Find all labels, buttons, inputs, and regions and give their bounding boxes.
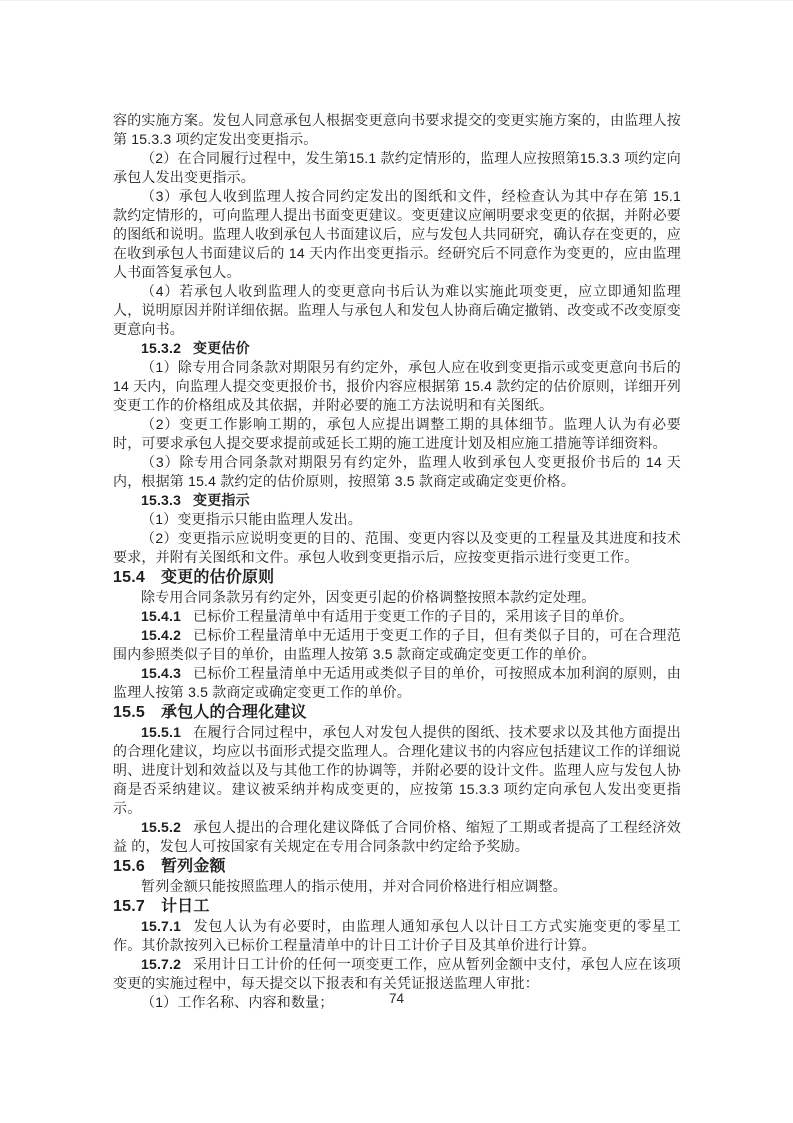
- clause-text: 已标价工程量清单中有适用于变更工作的子目的，采用该子目的单价。: [193, 608, 634, 624]
- page-number: 74: [388, 991, 405, 1006]
- clause-text: 承包人提出的合理化建议降低了合同价格、缩短了工期或者提高了工程经济效益 的，发包人可按国家有关规定在专用合同条款中约定给予奖励。: [113, 819, 681, 854]
- paragraph: [113, 607, 681, 626]
- paragraph: （3）除专用合同条款对期限另有约定外，监理人收到承包人变更报价书后的 14 天内，根据第 15.4 款约定的估价原则，按照第 3.5 款商定或确定变更价格。: [113, 454, 681, 489]
- paragraph: （2）变更工作影响工期的，承包人应提出调整工期的具体细节。监理人认为有必要时，可要求承包人提交要求提前或延长工期的施工进度计划及相应施工措施等详细资料。: [113, 416, 681, 451]
- paragraph: （3）承包人收到监理人按合同约定发出的图纸和文件，经检查认为其中存在第 15.1 款约定情形的，可向监理人提出书面变更建议。变更建议应阐明要求变更的依据，并附必要的图纸和说明。监理人收到承包人书面建议后，应与发包人共同研究，确认存在变更的，应在收到承包人书面建议后的 14 天内作出变更指示。经研究后不同意作为变更的，应由监理人书面答复承包人。: [113, 188, 681, 280]
- clause-text: 已标价工程量清单中无适用于变更工作的子目，但有类似子目的，可在合理范围内参照类似子目的单价，由监理人按第 3.5 款商定或确定变更工作的单价。: [113, 627, 681, 662]
- paragraph: （2）变更指示应说明变更的目的、范围、变更内容以及变更的工程量及其进度和技术要求，并附有关图纸和文件。承包人收到变更指示后，应按变更指示进行变更工作。: [113, 530, 681, 565]
- paragraph: （1）变更指示只能由监理人发出。: [141, 511, 362, 527]
- clause-number: 15.5.1: [141, 724, 182, 740]
- paragraph: [113, 818, 681, 856]
- clause-number: 15.5: [113, 704, 145, 721]
- clause-text: 发包人认为有必要时，由监理人通知承包人以计日工方式实施变更的零星工作。其价款按列入已标价工程量清单中的计日工计价子目及其单价进行计算。: [113, 918, 681, 953]
- clause-text: 承包人的合理化建议: [160, 704, 307, 721]
- document-body: [113, 111, 681, 1012]
- clause-number: 15.3.3: [141, 492, 182, 508]
- item-heading: [113, 339, 681, 358]
- paragraph: 除专用合同条款另有约定外，因变更引起的价格调整按照本款约定处理。: [141, 589, 596, 605]
- clause-number: 15.7.2: [141, 956, 182, 972]
- clause-text: 变更指示: [193, 492, 250, 508]
- clause-text: 变更的估价原则: [160, 569, 275, 586]
- clause-text: 采用计日工计价的任何一项变更工作，应从暂列金额中支付，承包人应在该项变更的实施过程中，每天提交以下报表和有关凭证报送监理人审批：: [113, 956, 681, 991]
- clause-number: 15.4.1: [141, 608, 182, 624]
- section-heading: [113, 896, 681, 917]
- section-heading: [113, 856, 681, 877]
- clause-number: 15.6: [113, 858, 145, 875]
- paragraph: [113, 664, 681, 702]
- clause-text: 已标价工程量清单中无适用或类似子目的单价，可按照成本加利润的原则，由监理人按第 3.5 款商定或确定变更工作的单价。: [113, 665, 681, 700]
- clause-number: 15.7: [113, 898, 145, 915]
- clause-text: 在履行合同过程中，承包人对发包人提供的图纸、技术要求以及其他方面提出的合理化建议，均应以书面形式提交监理人。合理化建议书的内容应包括建议工作的详细说明、进度计划和效益以及与其他工作的协调等，并附必要的设计文件。监理人应与发包人协商是否采纳建议。建议被采纳并构成变更的，应按第 15.3.3 项约定向承包人发出变更指示。: [113, 724, 681, 816]
- paragraph: （1）工作名称、内容和数量；: [141, 994, 334, 1010]
- paragraph: （1）除专用合同条款对期限另有约定外，承包人应在收到变更指示或变更意向书后的 14 天内，向监理人提交变更报价书，报价内容应根据第 15.4 款约定的估价原则，详细开列变更工作的价格组成及其依据，并附必要的施工方法说明和有关图纸。: [113, 359, 681, 413]
- section-heading: [113, 567, 681, 588]
- clause-number: 15.7.1: [141, 918, 182, 934]
- paragraph: （4）若承包人收到监理人的变更意向书后认为难以实施此项变更，应立即通知监理人，说明原因并附详细依据。监理人与承包人和发包人协商后确定撤销、改变或不改变原变更意向书。: [113, 283, 681, 337]
- paragraph: [113, 723, 681, 818]
- paragraph: 暂列金额只能按照监理人的指示使用，并对合同价格进行相应调整。: [141, 878, 567, 894]
- paragraph: [113, 626, 681, 664]
- clause-number: 15.5.2: [141, 819, 182, 835]
- clause-number: 15.4: [113, 569, 145, 586]
- clause-number: 15.3.2: [141, 340, 182, 356]
- item-heading: [113, 491, 681, 510]
- section-heading: [113, 702, 681, 723]
- clause-text: 暂列金额: [160, 858, 226, 875]
- paragraph: [113, 955, 681, 993]
- paragraph: （2）在合同履行过程中，发生第15.1 款约定情形的，监理人应按照第15.3.3 项约定向承包人发出变更指示。: [113, 150, 681, 185]
- paragraph: [113, 917, 681, 955]
- clause-number: 15.4.2: [141, 627, 182, 643]
- paragraph: 容的实施方案。发包人同意承包人根据变更意向书要求提交的变更实施方案的，由监理人按第 15.3.3 项约定发出变更指示。: [113, 112, 681, 147]
- clause-text: 计日工: [160, 898, 210, 915]
- clause-number: 15.4.3: [141, 665, 182, 681]
- clause-text: 变更估价: [193, 340, 250, 356]
